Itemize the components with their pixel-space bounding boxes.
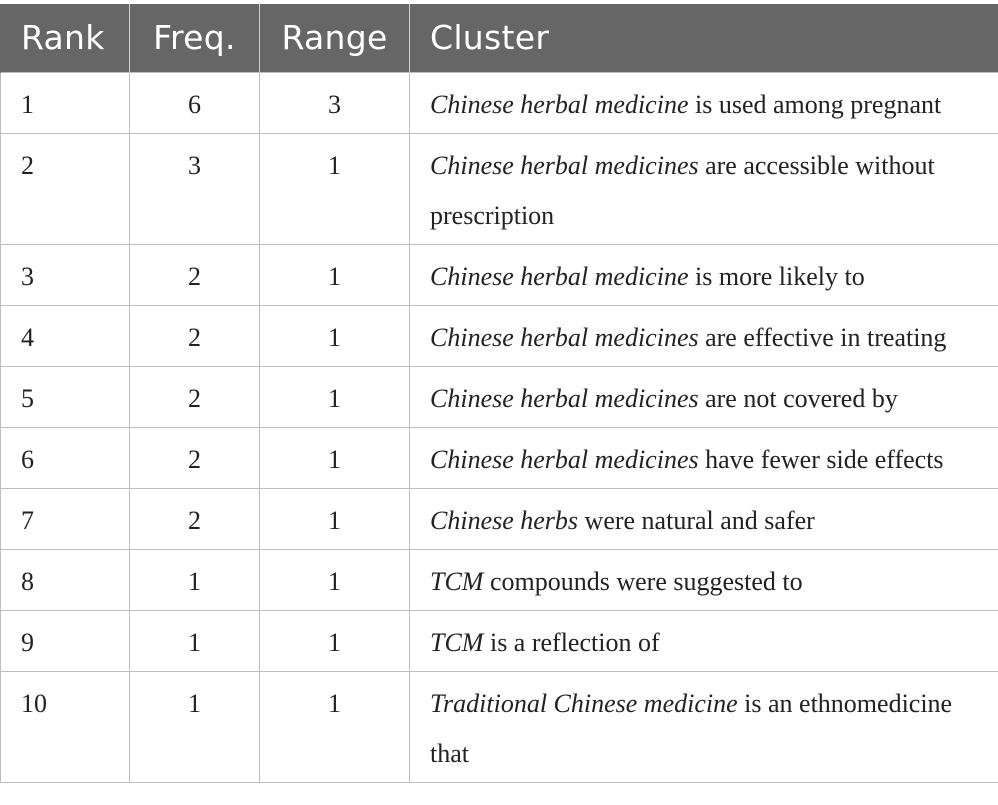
cluster-term: Chinese herbal medicines bbox=[430, 383, 699, 413]
cell-cluster bbox=[410, 671, 998, 782]
cluster-text: have fewer side effects bbox=[698, 444, 944, 474]
cell-range: 1 bbox=[260, 305, 410, 366]
cell-rank: 10 bbox=[1, 671, 130, 782]
header-cluster: Cluster bbox=[410, 4, 998, 72]
cell-rank: 1 bbox=[1, 72, 130, 133]
cluster-term: Chinese herbs bbox=[430, 505, 579, 535]
cell-freq: 1 bbox=[130, 610, 260, 671]
cluster-term: Chinese herbal medicine bbox=[430, 261, 689, 291]
table-body bbox=[1, 72, 998, 782]
header-freq: Freq. bbox=[130, 4, 260, 72]
cluster-table bbox=[0, 4, 998, 783]
cell-range: 3 bbox=[260, 72, 410, 133]
cluster-text: is used among pregnant bbox=[688, 89, 942, 119]
cell-cluster bbox=[410, 133, 998, 244]
table-row bbox=[1, 244, 998, 305]
cell-cluster bbox=[410, 549, 998, 610]
cluster-text: are effective in treating bbox=[698, 322, 947, 352]
cell-range: 1 bbox=[260, 549, 410, 610]
table-row bbox=[1, 549, 998, 610]
cell-cluster bbox=[410, 427, 998, 488]
cell-freq: 2 bbox=[130, 427, 260, 488]
cluster-text: is more likely to bbox=[688, 261, 865, 291]
cell-cluster bbox=[410, 244, 998, 305]
cell-range: 1 bbox=[260, 133, 410, 244]
cluster-term: TCM bbox=[430, 627, 484, 657]
table-row bbox=[1, 671, 998, 782]
cell-rank: 4 bbox=[1, 305, 130, 366]
cell-cluster bbox=[410, 72, 998, 133]
cell-range: 1 bbox=[260, 671, 410, 782]
cell-rank: 7 bbox=[1, 488, 130, 549]
cell-rank: 6 bbox=[1, 427, 130, 488]
cell-range: 1 bbox=[260, 366, 410, 427]
cluster-term: Chinese herbal medicines bbox=[430, 150, 699, 180]
cell-range: 1 bbox=[260, 610, 410, 671]
cluster-text: are not covered by bbox=[698, 383, 898, 413]
table-row bbox=[1, 427, 998, 488]
cell-rank: 9 bbox=[1, 610, 130, 671]
cluster-term: Chinese herbal medicines bbox=[430, 444, 699, 474]
cell-freq: 2 bbox=[130, 366, 260, 427]
header-range: Range bbox=[260, 4, 410, 72]
cell-cluster bbox=[410, 610, 998, 671]
cell-freq: 1 bbox=[130, 671, 260, 782]
header-rank: Rank bbox=[1, 4, 130, 72]
cell-freq: 1 bbox=[130, 549, 260, 610]
cell-cluster bbox=[410, 305, 998, 366]
cell-freq: 3 bbox=[130, 133, 260, 244]
table-row bbox=[1, 488, 998, 549]
cell-freq: 2 bbox=[130, 305, 260, 366]
table-row bbox=[1, 610, 998, 671]
header-row bbox=[1, 4, 998, 72]
cluster-text: are accessible without prescription bbox=[430, 150, 935, 230]
cluster-text: is an ethnomedicine that bbox=[430, 688, 953, 768]
cluster-term: Chinese herbal medicine bbox=[430, 89, 689, 119]
cell-cluster bbox=[410, 488, 998, 549]
cell-range: 1 bbox=[260, 488, 410, 549]
cluster-term: TCM bbox=[430, 566, 484, 596]
table-header bbox=[1, 4, 998, 72]
cell-freq: 2 bbox=[130, 244, 260, 305]
cell-rank: 2 bbox=[1, 133, 130, 244]
table-row bbox=[1, 366, 998, 427]
table-row bbox=[1, 305, 998, 366]
cell-rank: 5 bbox=[1, 366, 130, 427]
cell-range: 1 bbox=[260, 244, 410, 305]
cluster-term: Chinese herbal medicines bbox=[430, 322, 699, 352]
cell-freq: 2 bbox=[130, 488, 260, 549]
cell-rank: 3 bbox=[1, 244, 130, 305]
cluster-text: is a reflection of bbox=[483, 627, 660, 657]
cluster-text: were natural and safer bbox=[578, 505, 815, 535]
cell-rank: 8 bbox=[1, 549, 130, 610]
cell-freq: 6 bbox=[130, 72, 260, 133]
table-row bbox=[1, 133, 998, 244]
cell-range: 1 bbox=[260, 427, 410, 488]
cell-cluster bbox=[410, 366, 998, 427]
cluster-text: compounds were suggested to bbox=[483, 566, 803, 596]
cluster-term: Traditional Chinese medicine bbox=[430, 688, 738, 718]
table-row bbox=[1, 72, 998, 133]
